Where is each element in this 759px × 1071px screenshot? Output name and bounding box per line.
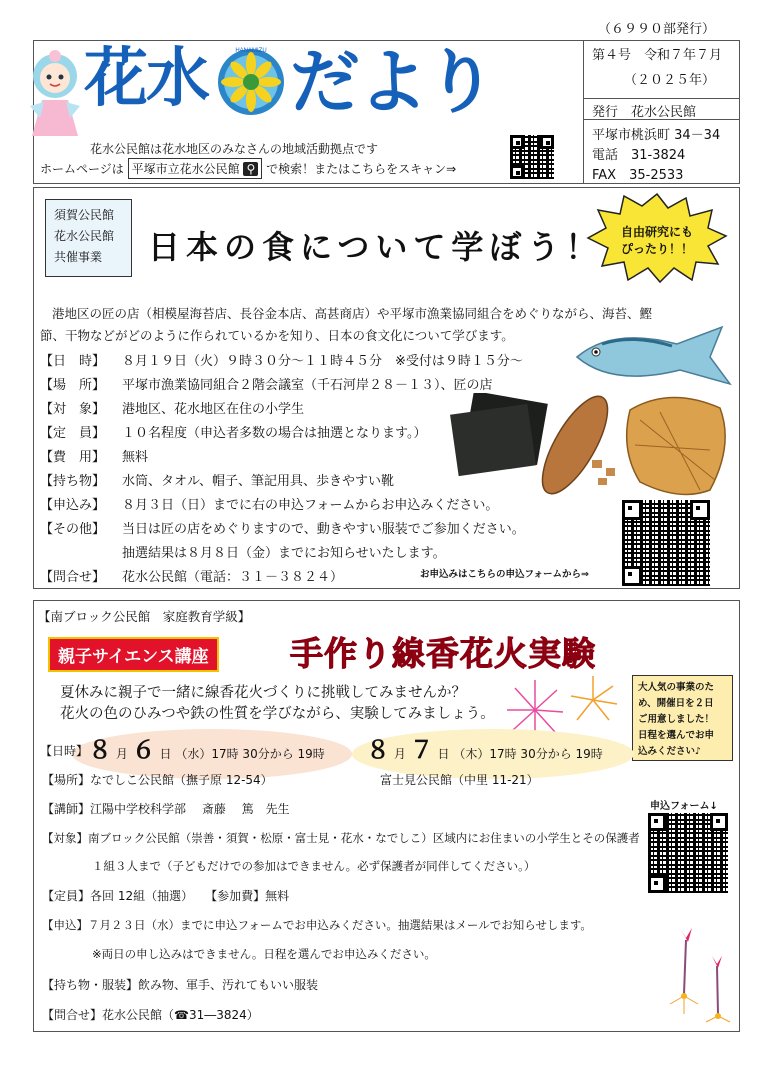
homepage-line — [40, 158, 456, 179]
event1-intro — [40, 303, 652, 347]
event2-place1: なでしこ公民館（撫子原 12-54） — [90, 773, 273, 787]
event2-target-line2: １組３人まで（子どもだけでの参加はできません。必ず保護者が同伴してください。） — [92, 859, 536, 873]
address: 平塚市桃浜町 34－34 — [592, 128, 721, 143]
event2-intro — [60, 683, 495, 725]
publication-info — [583, 40, 740, 184]
event2-title: 手作り線香花火実験 — [290, 634, 596, 673]
issue-count: （６９９０部発行） — [598, 22, 716, 37]
issue-number: 第４号 令和７年７月 — [592, 48, 723, 63]
event1-form-qr-code[interactable] — [622, 500, 710, 586]
event2-place2: 富士見公民館（中里 11-21） — [380, 773, 539, 787]
event2-series-label: 親子サイエンス講座 — [48, 637, 219, 672]
date1-rest: （水）17時 30分から 19時 — [175, 747, 325, 761]
event2-note-box — [632, 675, 733, 761]
homepage-suffix: で検索！またはこちらをスキャン⇒ — [266, 162, 457, 176]
date1-month: ８ — [88, 736, 112, 764]
event2-form-label: 申込フォーム↓ — [650, 801, 718, 812]
event1-row-capacity: 【定 員】 １０名程度（申込者多数の場合は抽選となります。） — [40, 426, 427, 441]
date1-day-unit: 日 — [159, 747, 172, 761]
date1-day: ６ — [131, 736, 156, 764]
event2-contact: 【問合せ】花水公民館（☎31―3824） — [42, 1008, 259, 1022]
date1-month-unit: 月 — [115, 747, 128, 761]
event1-title: 日本の食について学ぼう！ — [148, 228, 604, 266]
intro-line: 花火の色のひみつや鉄の性質を学びながら、実験してみましょう。 — [60, 706, 495, 722]
tel: 電話 31-3824 — [592, 148, 686, 163]
event1-row-target: 【対 象】 港地区、花水地区在住の小学生 — [40, 402, 305, 417]
note-line: ご用意しました！ — [638, 714, 715, 725]
event1-sponsor-box — [45, 199, 132, 277]
event2-apply-line1: 【申込】７月２３日（水）までに申込フォームでお申込みください。抽選結果はメールでお知らせします。 — [42, 918, 592, 932]
badge-line1: 自由研究にも — [620, 225, 694, 239]
event2-date2 — [366, 730, 603, 765]
event1-row-place: 【場 所】 平塚市漁業協同組合２階会議室（千石河岸２８－１３）、匠の店 — [40, 378, 493, 393]
sparkler-illustration — [660, 924, 735, 1024]
note-line: め、開催日を２日 — [638, 698, 714, 709]
mackerel-illustration — [572, 322, 737, 392]
date2-rest: （木）17時 30分から 19時 — [453, 747, 603, 761]
date2-day-unit: 日 — [437, 747, 450, 761]
event1-form-note: お申込みはこちらの申込フォームから⇒ — [420, 569, 589, 580]
search-box[interactable] — [128, 158, 263, 179]
intro-line: 港地区の匠の店（相模屋海苔店、長谷金本店、高甚商店）や平塚市漁業協同組合をめぐりながら、海苔、鰹 — [52, 306, 653, 321]
intro-line: 夏休みに親子で一緒に線香花火づくりに挑戦してみませんか？ — [60, 685, 466, 701]
hanamizu-logo — [213, 42, 289, 118]
issue-year: （２０２５年） — [624, 73, 716, 88]
date2-month-unit: 月 — [393, 747, 406, 761]
free-research-badge — [586, 192, 728, 284]
event2-capacity: 【定員】各回 12組（抽選） 【参加費】無料 — [42, 889, 290, 903]
event1-row-apply: 【申込み】 ８月３日（日）までに右の申込フォームからお申込みください。 — [40, 498, 499, 513]
newsletter-title-part1: 花水 — [84, 42, 208, 116]
event1-row-other2: 抽選結果は８月８日（金）までにお知らせいたします。 — [122, 546, 446, 561]
search-icon: ⚲ — [243, 162, 258, 176]
event2-items: 【持ち物・服装】飲み物、軍手、汚れてもいい服装 — [42, 978, 319, 992]
event2-target-line1: 【対象】南ブロック公民館（崇善・須賀・松原・富士見・花水・なでしこ）区域内にお住まいの小学生とその保護者 — [42, 831, 640, 845]
fax: FAX 35-2533 — [592, 168, 684, 183]
sponsor-line: 花水公民館 — [54, 229, 115, 243]
mascot-illustration — [20, 48, 90, 140]
event2-date1 — [88, 730, 325, 765]
event1-row-other: 【その他】 当日は匠の店をめぐりますので、動きやすい服装でご参加ください。 — [40, 522, 525, 537]
logo-label: HANAMIZU — [235, 48, 267, 54]
event2-form-qr-code[interactable] — [648, 813, 728, 893]
event2-apply-line2: ※両日の申し込みはできません。日程を選んでお申込みください。 — [92, 947, 436, 961]
event2-date-key: 【日時】 — [40, 744, 89, 758]
event1-row-items: 【持ち物】 水筒、タオル、帽子、筆記用具、歩きやすい靴 — [40, 474, 394, 489]
event1-row-contact: 【問合せ】 花水公民館（電話：３１－３８２４） — [40, 570, 344, 585]
event2-lecturer: 【講師】江陽中学校科学部 斎藤 篤 先生 — [42, 802, 290, 816]
sponsor-line: 共催事業 — [54, 250, 103, 264]
date2-day: ７ — [409, 736, 434, 764]
homepage-qr-code[interactable] — [510, 135, 554, 179]
event1-row-date: 【日 時】 ８月１９日（火）９時３０分～１１時４５分 ※受付は９時１５分～ — [40, 354, 523, 369]
event1-row-fee: 【費 用】 無料 — [40, 450, 149, 465]
date2-month: ８ — [366, 736, 390, 764]
note-line: 込みください♪ — [638, 746, 702, 757]
event2-place-key: 【場所】 — [42, 773, 91, 787]
tagline: 花水公民館は花水地区のみなさんの地域活動拠点です — [90, 142, 379, 156]
badge-line2: ぴったり！！ — [620, 242, 694, 256]
search-term: 平塚市立花水公民館 — [131, 162, 240, 176]
intro-line: 節、干物などがどのように作られているかを知り、日本の食文化について学びます。 — [40, 328, 514, 343]
homepage-prefix: ホームページは — [40, 162, 124, 176]
newsletter-title-part2: だより — [290, 41, 494, 123]
event2-category: 【南ブロック公民館 家庭教育学級】 — [38, 609, 251, 624]
publisher: 発行 花水公民館 — [584, 98, 739, 120]
dried-fish-illustration — [520, 390, 738, 505]
note-line: 日程を選んでお申 — [638, 730, 715, 741]
note-line: 大人気の事業のた — [638, 682, 715, 693]
sponsor-line: 須賀公民館 — [54, 208, 115, 222]
